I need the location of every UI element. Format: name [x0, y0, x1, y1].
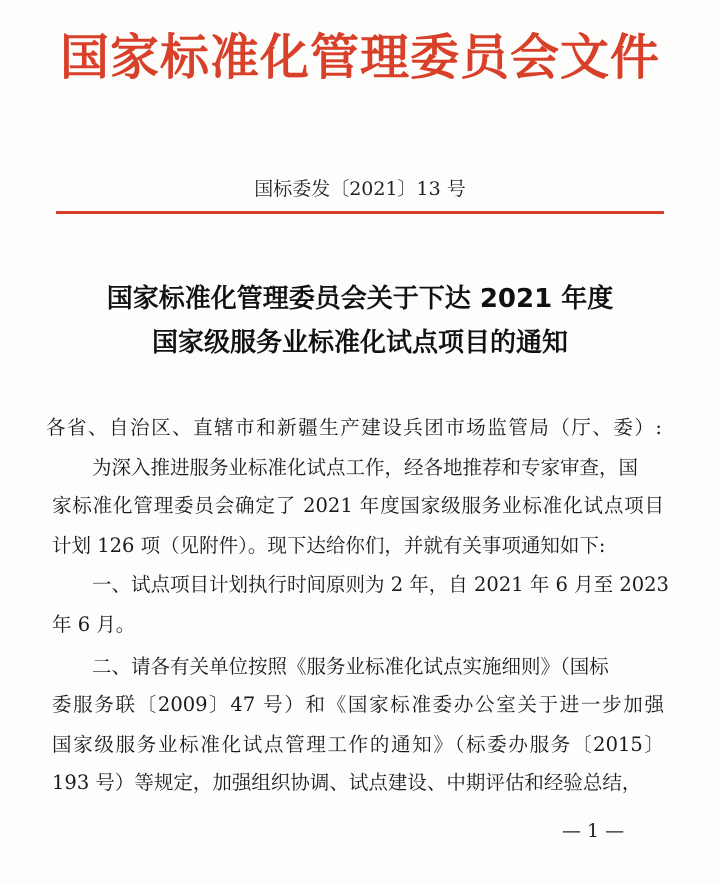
notice-title-line-1: 国家标准化管理委员会关于下达 2021 年度 — [106, 284, 614, 314]
page-number: — 1 — — [562, 820, 625, 842]
item-2-line-4: 193 号）等规定，加强组织协调、试点建设、中期评估和经验总结， — [52, 771, 642, 794]
addressee-line: 各省、自治区、直辖市和新疆生产建设兵团市场监管局（厅、委）: — [46, 416, 662, 439]
item-2-line-2: 委服务联〔2009〕47 号）和《国家标准委办公室关于进一步加强 — [52, 693, 664, 716]
paragraph-1-line-3: 计划 126 项（见附件）。现下达给你们，并就有关事项通知如下: — [52, 534, 606, 557]
item-2-line-1: 二、请各有关单位按照《服务业标准化试点实施细则》（国标 — [92, 655, 609, 678]
item-1-line-1: 一、试点项目计划执行时间原则为 2 年，自 2021 年 6 月至 2023 — [92, 573, 669, 596]
paragraph-1-line-2: 家标准化管理委员会确定了 2021 年度国家级服务业标准化试点项目 — [52, 494, 664, 517]
red-divider-line — [56, 211, 664, 214]
item-2-line-3: 国家级服务业标准化试点管理工作的通知》（标委办服务〔2015〕 — [52, 733, 664, 756]
document-masthead: 国家标准化管理委员会文件 — [59, 29, 660, 86]
notice-title-line-2: 国家级服务业标准化试点项目的通知 — [151, 328, 568, 358]
item-1-line-2: 年 6 月。 — [52, 613, 136, 636]
document-number: 国标委发〔2021〕13 号 — [254, 178, 466, 200]
paragraph-1-line-1: 为深入推进服务业标准化试点工作，经各地推荐和专家审查，国 — [92, 456, 639, 479]
